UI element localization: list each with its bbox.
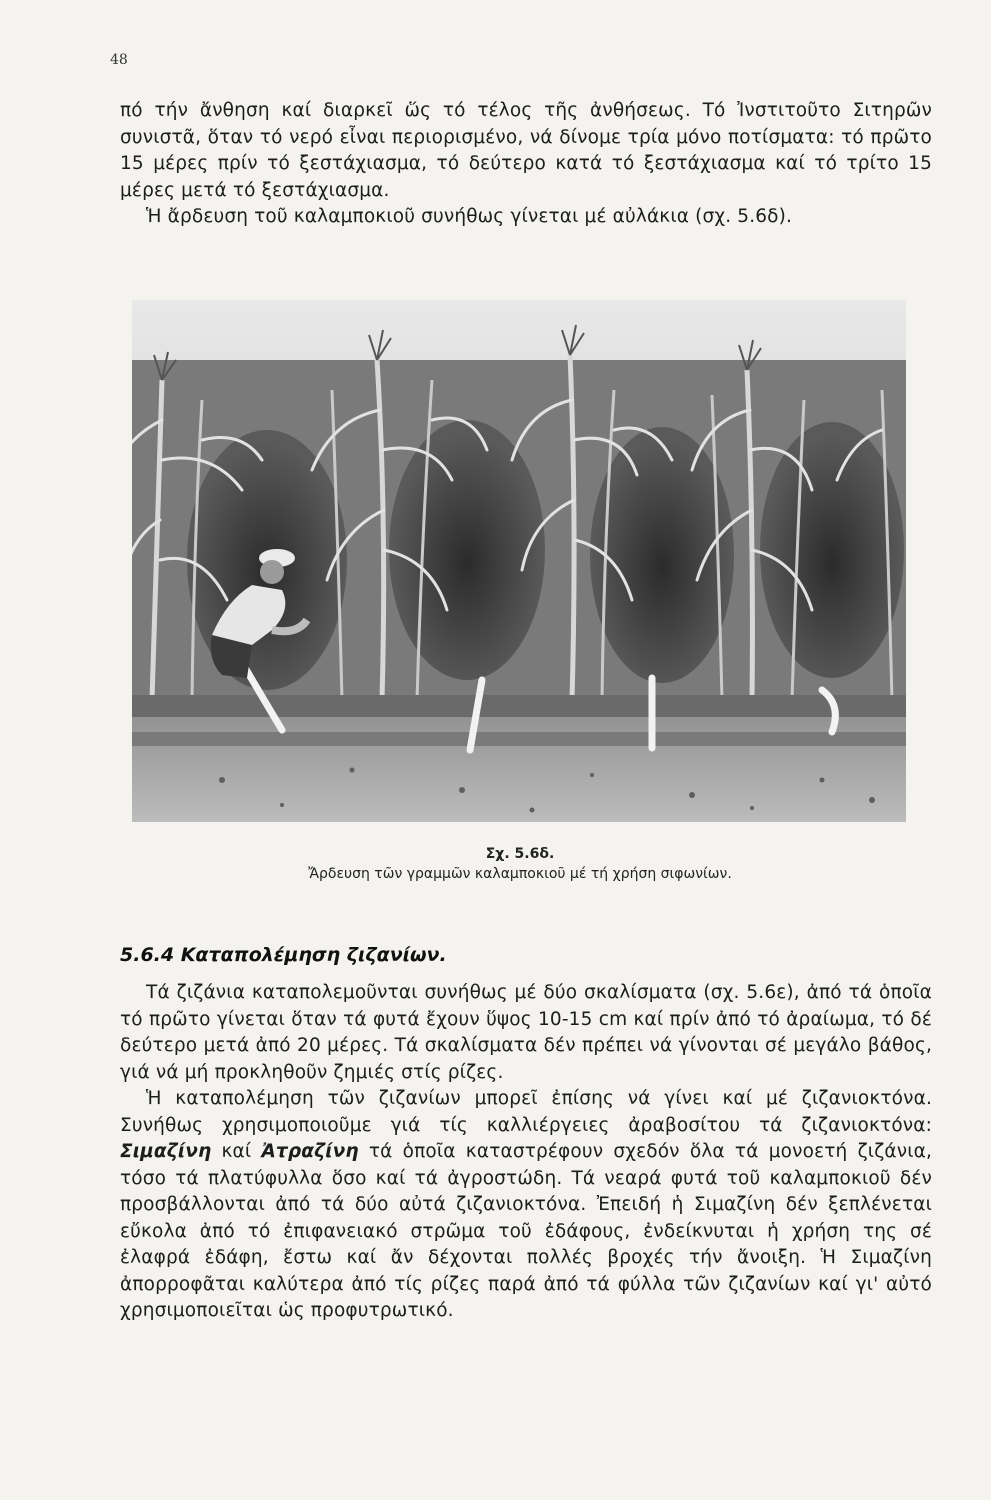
- figure-caption: Ἄρδευση τῶν γραμμῶν καλαμποκιοῦ μέ τή χρήση σιφωνίων.: [308, 866, 732, 882]
- cornfield-illustration: [132, 300, 906, 822]
- paragraph-irrigation-schedule: πό τήν ἄνθηση καί διαρκεῖ ὥς τό τέλος τῆς ἀνθήσεως. Τό Ἰνστιτοῦτο Σιτηρῶν συνιστᾶ, ὅταν τό νερό εἶναι περιορισμένο, νά δίνομε τρία μόνο ποτίσματα: τό πρῶτο 15 μέρες πρίν τό ξεστάχιασμα, τό δεύτερο κατά τό ξεστάχιασμα καί τό τρίτο 15 μέρες μετά τό ξεστάχιασμα.: [120, 100, 932, 201]
- figure-photo-irrigation: [132, 300, 906, 822]
- intro-text: [120, 98, 932, 231]
- paragraph-herbicides: [120, 1086, 932, 1325]
- herbicide-details: τά ὁποῖα καταστρέφουν σχεδόν ὅλα τά μονοετή ζιζάνια, τόσο τά πλατύφυλλα ὅσο καί τά ἀγροστώδη. Τά νεαρά φυτά τοῦ καλαμποκιοῦ δέν προσβάλλονται ἀπό τά δύο αὐτά ζιζανιοκτόνα. Ἐπειδή ἡ Σιμαζίνη δέν ξεπλένεται εὔκολα ἀπό τό ἐπιφανειακό στρῶμα τοῦ ἐδάφους, ἐνδείκνυται ἡ χρήση της σέ ἐλαφρά ἐδάφη, ἔστω καί ἄν δέχονται πολλές βροχές τήν ἄνοιξη. Ἡ Σιμαζίνη ἀπορροφᾶται καλύτερα ἀπό τίς ρίζες παρά ἀπό τά φύλλα τῶν ζιζανίων καί γι' αὐτό χρησιμοποιεῖται ὡς προφυτρωτικό.: [120, 1141, 933, 1321]
- weed-control-text: [120, 980, 932, 1325]
- herbicide-intro: Ἡ καταπολέμηση τῶν ζιζανίων μπορεῖ ἐπίσης νά γίνει καί μέ ζιζανιοκτόνα. Συνήθως χρησιμοποιοῦμε γιά τίς καλλιέργειες ἀραβοσίτου τά ζιζανιοκτόνα:: [120, 1088, 932, 1136]
- paragraph-hoeing: Τά ζιζάνια καταπολεμοῦνται συνήθως μέ δύο σκαλίσματα (σχ. 5.6ε), ἀπό τά ὁποῖα τό πρῶτο γίνεται ὅταν τά φυτά ἔχουν ὕψος 10-15 cm καί πρίν ἀπό τό ἀραίωμα, τό δέ δεύτερο μετά ἀπό 20 μέρες. Τά σκαλίσματα δέν πρέπει νά γίνονται σέ μεγάλο βάθος, γιά νά μή προκληθοῦν ζημιές στίς ρίζες.: [120, 982, 932, 1083]
- paragraph-irrigation-method: Ἡ ἄρδευση τοῦ καλαμποκιοῦ συνήθως γίνεται μέ αὐλάκια (σχ. 5.6δ).: [146, 206, 793, 227]
- figure-label: Σχ. 5.6δ.: [485, 846, 555, 862]
- page-number: 48: [110, 52, 128, 68]
- term-atrazine: Ἀτραζίνη: [261, 1141, 359, 1162]
- section-heading: 5.6.4 Καταπολέμηση ζιζανίων.: [120, 944, 447, 966]
- term-simazine: Σιμαζίνη: [120, 1141, 212, 1162]
- conjunction: καί: [221, 1141, 252, 1162]
